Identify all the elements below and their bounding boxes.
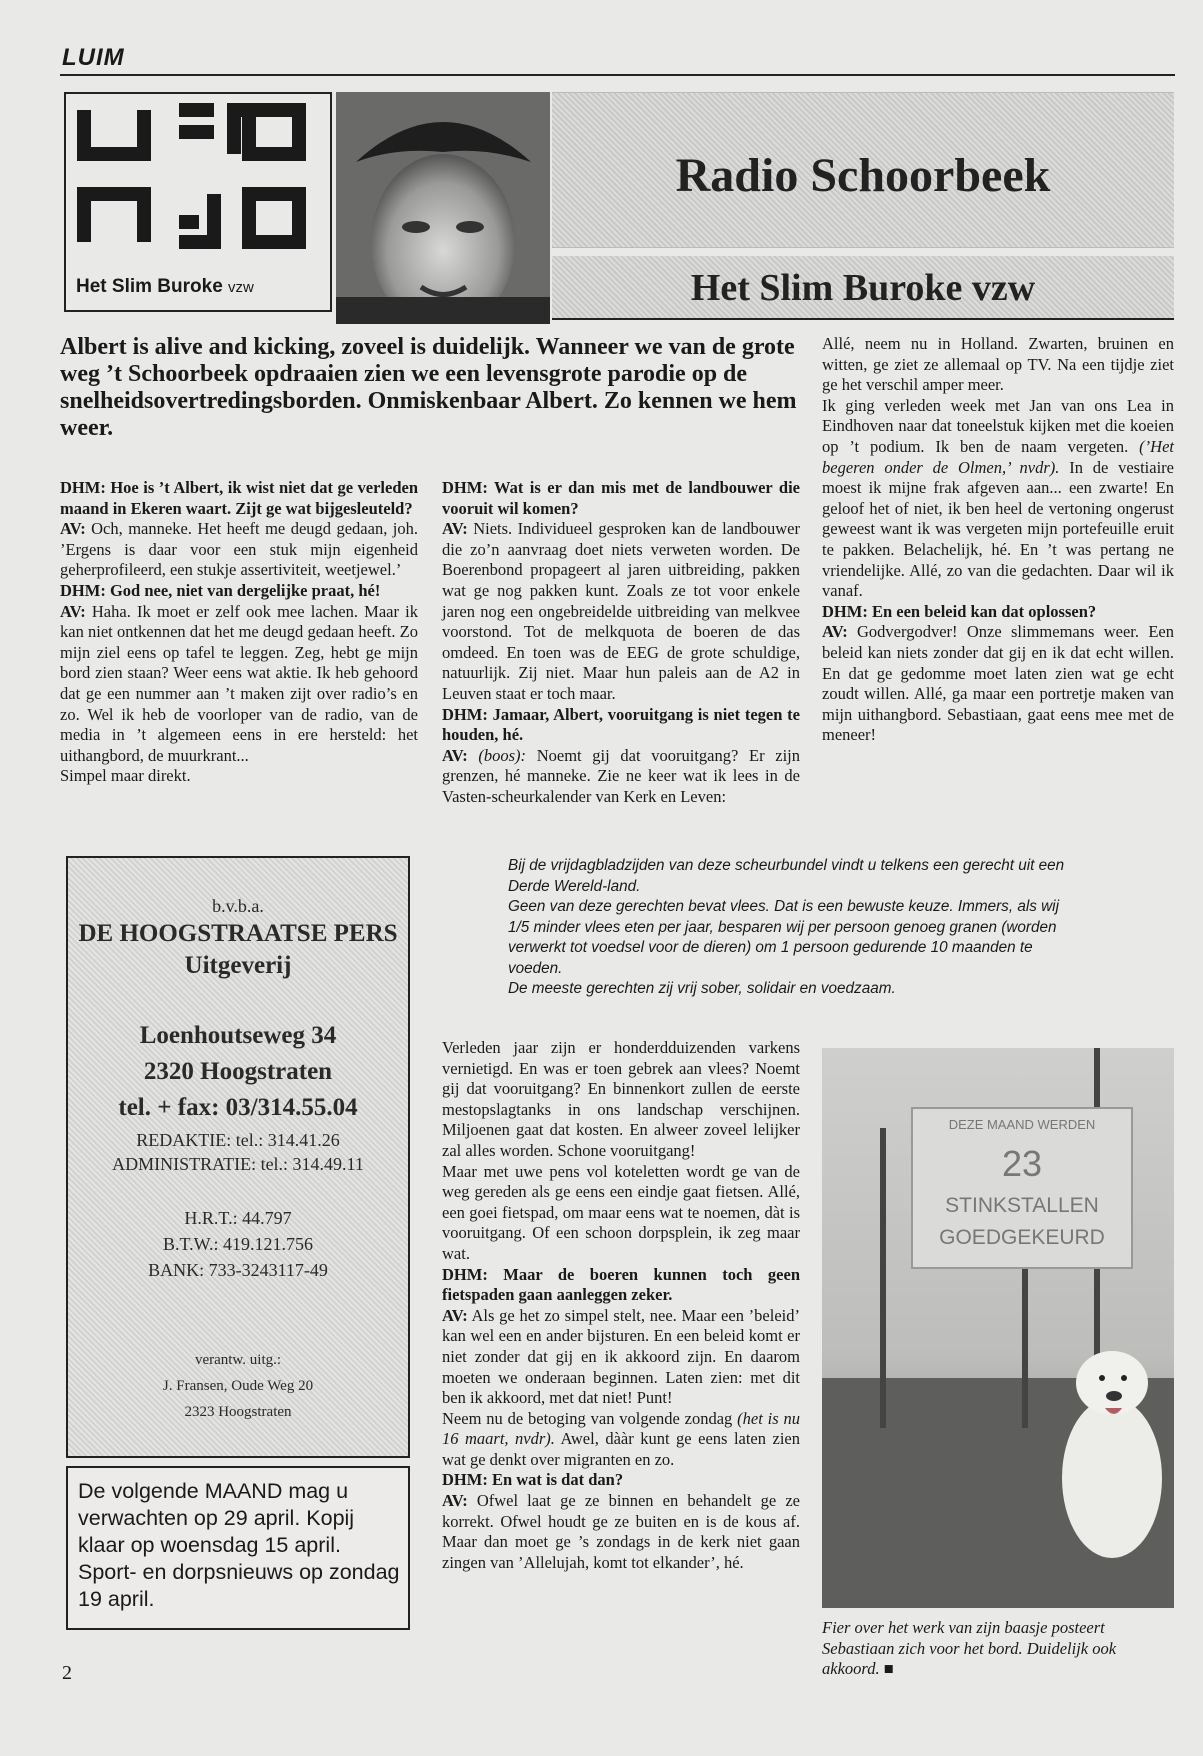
logo-caption: Het Slim Buroke vzw [76,276,254,297]
ad-city: 2320 Hoogstraten [143,1058,333,1085]
interview-question: DHM: En een beleid kan dat oplossen? [822,601,1097,621]
sign-text-line: DEZE MAAND WERDEN [948,1117,1096,1132]
interview-question: DHM: Hoe is ’t Albert, ik wist niet dat ge verleden maand in Ekeren waart. Zijt ge wat bijgesleuteld? [60,478,418,518]
quoted-calendar-text [508,856,1078,1000]
ad-publisher-name: DE HOOGSTRAATSE PERS [78,920,398,947]
article-subtitle: Het Slim Buroke vzw [690,267,1036,309]
photo-caption: Fier over het werk van zijn baasje posteert Sebastiaan zich voor het bord. Duidelijk ook akkoord. ■ [822,1618,1117,1678]
logo-box [64,92,332,312]
interview-answer: AV: Haha. Ik moet er zelf ook mee lachen. Maar ik kan niet ontkennen dat het me deugd gedaan heeft. Zo mijn ziel eens op tafel te leggen. Zeg, hebt ge mijn bord zien staan? Weer eens wat aktie. Ik heb gehoord dat ge een nummer aan ’t maken zijt over radio’s en zo. Wel ik heb de voorloper van de radio, van de media in ’t algemeen eens in ere hersteld: het uithangbord, de muurkrant... [60,601,418,765]
paragraph: Allé, neem nu in Holland. Zwarten, bruinen en witten, ge ziet ze allemaal op TV. Na een tijdje ziet ge het verschil amper meer. [822,334,1174,395]
quote-line: De meeste gerechten zij vrij sober, solidair en voedzaam. [508,980,896,997]
interview-answer: AV: Niets. Individueel gesproken kan de landbouwer die zo’n aanvraag doet niets verweten worden. De Boerenbond propageert al jaren uitbreiding, pakken wat ge nog pakken kunt. Zoals ze tot voor enkele jaren nog een ongebreidelde uitbreiding van melkvee voorstond. Tot de melkquota de boeren de das omdeed. En toen was de EEG de grote schuldige, natuurlijk. Zij niet. Maar hun paleis aan de A2 in Leuven staat er toch maar. [442,519,800,703]
dog-figure [1062,1351,1162,1558]
ad-line: REDAKTIE: tel.: 314.41.26 [136,1130,340,1150]
next-issue-text: De volgende MAAND mag u verwachten op 29 april. Kopij klaar op woensdag 15 april. Sport- en dorpsnieuws op zondag 19 april. [78,1479,400,1611]
usd-logo-icon [74,102,320,252]
header-rule [60,74,1175,76]
sign-text-line: STINKSTALLEN [945,1194,1099,1217]
interview-answer: AV: Godvergodver! Onze slimmemans weer. Een beleid kan niets zonder dat gij en ik dat echt willen. En dat ge gedomme moet laten zien wat ge echt zoudt willen. Allé, ga maar een portretje maken van mijn uithangbord. Sebastiaan, gaat eens mee met de meneer! [822,622,1174,745]
ad-line: B.T.W.: 419.121.756 [162,1234,313,1254]
ad-line: ADMINISTRATIE: tel.: 314.49.11 [112,1154,364,1174]
section-label: LUIM [62,44,125,71]
ad-line: verantw. uitg.: [194,1352,282,1368]
ad-line: b.v.b.a. [212,896,264,916]
ad-line: Uitgeverij [184,952,292,979]
subtitle-banner [552,256,1174,320]
end-mark-icon: ■ [883,1659,894,1678]
portrait-illustration [336,92,550,324]
ad-line: H.R.T.: 44.797 [184,1208,292,1228]
next-issue-notice [66,1466,410,1630]
column-4 [442,1038,800,1573]
ad-line: 2323 Hoogstraten [184,1404,292,1420]
interview-question: DHM: En wat is dat dan? [442,1470,624,1490]
publisher-advert [66,856,410,1458]
column-3 [822,334,1174,746]
ad-line: BANK: 733-3243117-49 [148,1260,328,1280]
sign-photo-illustration [822,1048,1174,1608]
paragraph: Neem nu de betoging van volgende zondag (het is nu 16 maart, nvdr). Awel, dààr kunt ge eens laten zien wat ge denkt over migranten en zo. [442,1408,800,1469]
sign-photo [822,1048,1174,1608]
portrait-photo [336,92,550,324]
ad-line: J. Fransen, Oude Weg 20 [162,1378,314,1394]
interview-answer: AV: Als ge het zo simpel stelt, nee. Maar een ’beleid’ kan wel een en ander bijsturen. En een beleid komt er niet zonder dat gij en ik akkoord zijn. En daarom moeten we onderaan beginnen. Laten zien: met dit ben ik akkoord, met dat niet! Punt! [442,1305,800,1408]
paragraph: Maar met uwe pens vol koteletten wordt ge van de weg gereden als ge eens een eindje gaat fietsen. Allé, een goei fietspad, om maar eens wat te noemen, dàt is vooruitgang. Of een schoon dorpsplein, ik zeg maar wat. [442,1161,800,1263]
interview-answer: AV: Ofwel laat ge ze binnen en behandelt ge ze korrekt. Ofwel houdt ge ze buiten en is de kous af. Maar dan moet ge ’s zondags in de kerk niet gaan zingen van ’Allelujah, komt tot elkander’, hé. [442,1491,800,1572]
column-2 [442,478,800,808]
sign-text-number: 23 [1001,1143,1043,1184]
page-number: 2 [62,1662,72,1684]
quote-line: Geen van deze gerechten bevat vlees. Dat is een bewuste keuze. Immers, als wij 1/5 minder vlees eten per jaar, besparen wij per persoon genoeg granen (worden verwerkt tot voedsel voor de dieren) om 1 persoon gedurende 10 maanden te voeden. [508,898,1059,977]
interview-answer: AV: (boos): Noemt gij dat vooruitgang? Er zijn grenzen, hé manneke. Zie ne keer wat ik lees in de Vasten-scheurkalender van Kerk en Leven: [442,745,801,806]
title-banner [552,92,1174,248]
paragraph: Simpel maar direkt. [60,766,191,786]
sign-text-line: GOEDGEKEURD [939,1226,1105,1249]
paragraph: Ik ging verleden week met Jan van ons Lea in Eindhoven naar dat toneelstuk kijken met die koeien op ’t podium. Ik ben de naam vergeten. (’Het begeren onder de Olmen,’ nvdr). In de vestiaire moest ik mijne frak afgeven aan... een zwarte! En geloof het of niet, ik ben heel de vertoning ongerust geweest want ik was vergeten mijn portefeuille eruit te pakken. Belachelijk, hé. En ’t was pertang ne vriendelijke. Allé, zo van die gedachten. Daar wil ik vanaf. [822,395,1174,601]
intro-paragraph: Albert is alive and kicking, zoveel is duidelijk. Wanneer we van de grote weg ’t Schoorbeek opdraaien zien we een levensgrote parodie op de snelheidsovertredingsborden. Onmiskenbaar Albert. Zo kennen we hem weer. [60,334,797,441]
quote-line: Bij de vrijdagbladzijden van deze scheurbundel vindt u telkens een gerecht uit een Derde Wereld-land. [508,857,1065,895]
ad-address: Loenhoutseweg 34 [139,1022,337,1049]
paragraph: Verleden jaar zijn er honderdduizenden varkens vernietigd. En was er toen gebrek aan vlees? Noemt gij dat vooruitgang? En binnenkort zullen de eerste mestopslagtanks in ons landschap verschijnen. Miljoenen gaat dat kosten. En alweer zoveel lelijker zal alles worden. Schone vooruitgang! [442,1038,800,1160]
column-1 [60,478,418,787]
interview-answer: AV: Och, manneke. Het heeft me deugd gedaan, joh. ’Ergens is daar voor een stuk mijn eigenheid geherprofileerd, een stukje assertiviteit, weetjewel.’ [60,519,418,580]
interview-question: DHM: Wat is er dan mis met de landbouwer die vooruit wil komen? [442,478,800,518]
interview-question: DHM: God nee, niet van dergelijke praat, hé! [60,580,381,600]
ad-phone: tel. + fax: 03/314.55.04 [118,1094,358,1121]
article-title: Radio Schoorbeek [675,149,1051,202]
interview-question: DHM: Jamaar, Albert, vooruitgang is niet tegen te houden, hé. [442,704,800,745]
interview-question: DHM: Maar de boeren kunnen toch geen fietspaden gaan aanleggen zeker. [442,1264,800,1305]
